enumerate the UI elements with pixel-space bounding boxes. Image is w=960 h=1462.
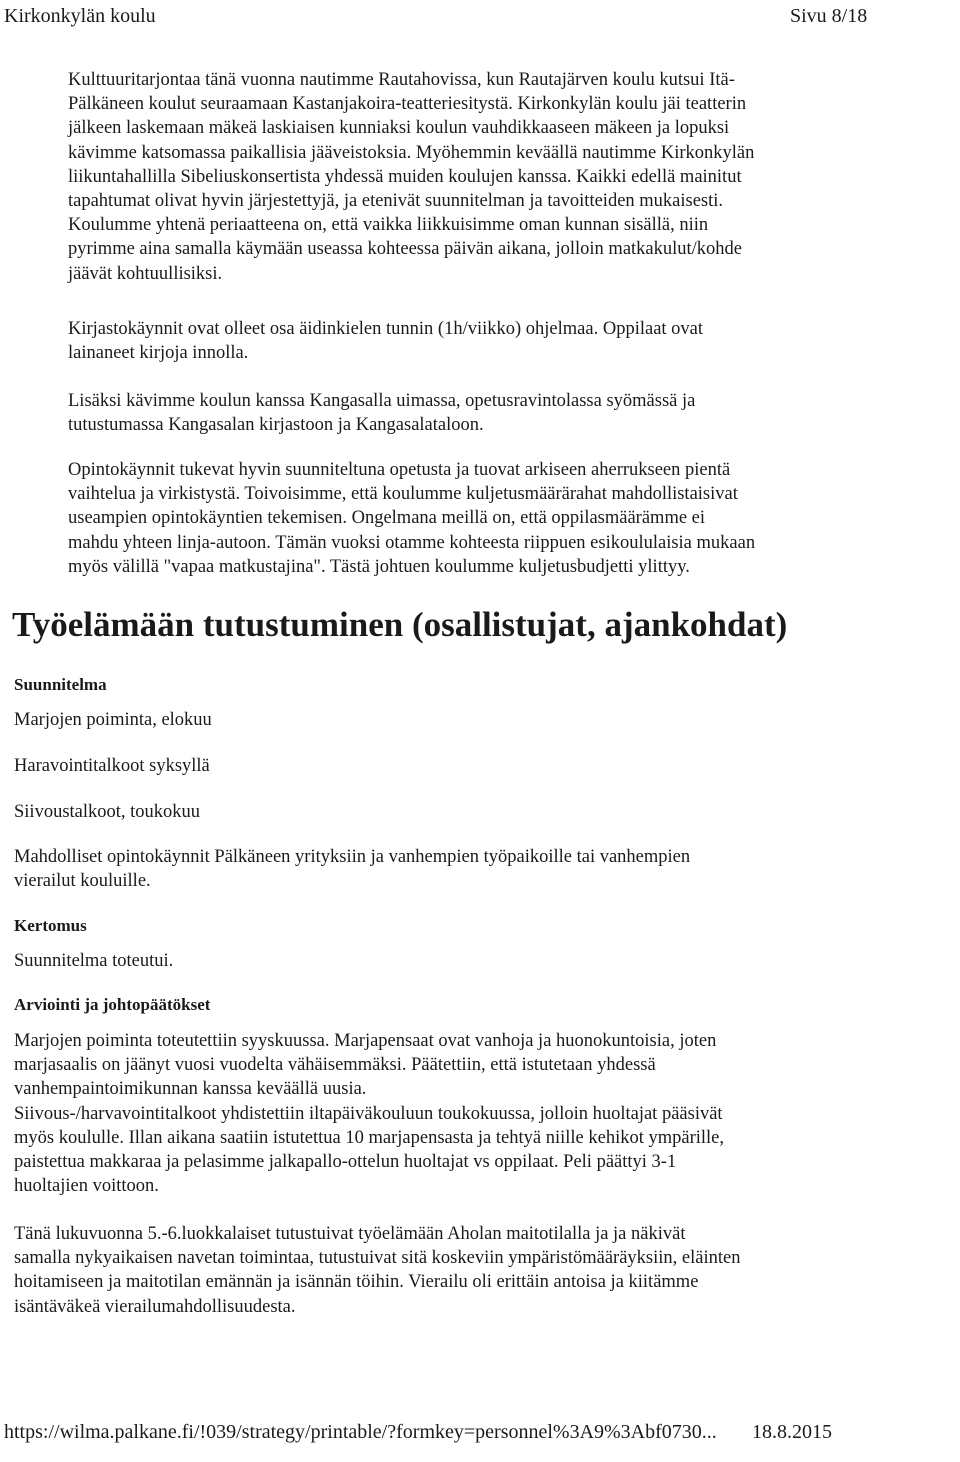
- plan-item: Haravointitalkoot syksyllä: [14, 756, 210, 776]
- plan-item: Siivoustalkoot, toukokuu: [14, 802, 201, 822]
- text-line: useampien opintokäyntien tekemisen. Ongelmana meillä on, että oppilasmäärämme ei: [68, 508, 706, 529]
- text-line: jälkeen laskemaan mäkeä laskiaisen kunniaksi koulun vauhdikkaaseen mäkeen ja lopuksi: [68, 118, 730, 139]
- text-line: vierailut kouluille.: [14, 871, 151, 892]
- text-line: tapahtumat olivat hyvin järjestettyjä, ja etenivät suunnitelman ja tavoitteiden mukaisesti.: [68, 191, 724, 212]
- school-name: Kirkonkylän koulu: [4, 5, 156, 27]
- text-line: Mahdolliset opintokäynnit Pälkäneen yrityksiin ja vanhempien työpaikoille tai vanhempien: [14, 847, 691, 867]
- text-line: Marjojen poiminta toteutettiin syyskuussa. Marjapensaat ovat vanhoja ja huonokuntoisia, joten: [14, 1031, 717, 1051]
- text-line: kävimme katsomassa paikallisia jääveistoksia. Myöhemmin keväällä nautimme Kirkonkylän: [68, 142, 755, 163]
- text-line: Lisäksi kävimme koulun kanssa Kangasalla uimassa, opetusravintolassa syömässä ja: [68, 391, 696, 411]
- evaluation-heading: Arviointi ja johtopäätökset: [14, 995, 211, 1014]
- text-line: Pälkäneen koulut seuraamaan Kastanjakoira-teatteriesitystä. Kirkonkylän koulu jäi teatterin: [68, 94, 747, 115]
- text-line: myös välillä "vapaa matkustajina". Tästä johtuen koulumme kuljetusbudjetti ylittyy.: [68, 556, 690, 577]
- text-line: hoitamiseen ja maitotilan emännän ja isännän töihin. Vierailu oli erittäin antoisa ja kiitämme: [14, 1272, 699, 1293]
- text-line: Tänä lukuvuonna 5.-6.luokkalaiset tutustuivat työelämään Aholan maitotilalla ja ja näkivät: [14, 1224, 686, 1244]
- intro-paragraph-library: [68, 317, 878, 365]
- plan-note: [14, 845, 884, 893]
- text-line: Siivous-/harvavointitalkoot yhdistettiin iltapäiväkouluun toukokuussa, jolloin huoltajat pääsivät: [14, 1103, 723, 1124]
- text-line: liikuntahallilla Sibeliuskonsertista yhdessä muiden koulujen kanssa. Kaikki edellä mainitut: [68, 166, 742, 187]
- footer-url: https://wilma.palkane.fi/!039/strategy/printable/?formkey=personnel%3A9%3Abf0730...: [4, 1421, 717, 1443]
- text-line: Kirjastokäynnit ovat olleet osa äidinkielen tunnin (1h/viikko) ohjelmaa. Oppilaat ovat: [68, 319, 704, 339]
- text-line: myös koululle. Illan aikana saatiin istutettua 10 marjapensasta ja tehtyä niille kehikot ympärille,: [14, 1127, 725, 1148]
- text-line: huoltajien voittoon.: [14, 1176, 159, 1197]
- text-line: vanhempaintoimikunnan kanssa keväällä uusia.: [14, 1079, 367, 1100]
- evaluation-paragraph-work-visit: [14, 1222, 884, 1319]
- intro-paragraph-culture: [68, 68, 878, 286]
- report-heading: Kertomus: [14, 916, 87, 935]
- text-line: Opintokäynnit tukevat hyvin suunniteltuna opetusta ja tuovat arkiseen aherrukseen pientä: [68, 460, 731, 480]
- text-line: jäävät kohtuullisiksi.: [68, 263, 223, 284]
- report-text: Suunnitelma toteutui.: [14, 951, 174, 971]
- plan-heading: Suunnitelma: [14, 675, 107, 694]
- text-line: pyrimme aina samalla käymään useassa kohteessa päivän aikana, jolloin matkakulut/kohde: [68, 239, 743, 260]
- text-line: mahdu yhteen linja-autoon. Tämän vuoksi otamme kohteesta riippuen esikoululaisia mukaan: [68, 532, 756, 553]
- intro-paragraph-swimming: [68, 389, 878, 437]
- text-line: samalla nykyaikaisen navetan toimintaa, tutustuivat sitä koskeviin ympäristömääräyksiin, eläinten: [14, 1248, 741, 1269]
- intro-paragraph-study-visits: [68, 458, 878, 579]
- section-title: Työelämään tutustuminen (osallistujat, ajankohdat): [12, 605, 788, 644]
- evaluation-paragraph: [14, 1029, 884, 1198]
- text-line: paistettua makkaraa ja pelasimme jalkapallo-ottelun huoltajat vs oppilaat. Peli päättyi 3-1: [14, 1152, 677, 1173]
- text-line: vaihtelua ja virkistystä. Toivoisimme, että koulumme kuljetusmäärärahat mahdollistaisivat: [68, 484, 738, 505]
- text-line: tutustumassa Kangasalan kirjastoon ja Kangasalataloon.: [68, 415, 484, 436]
- text-line: Koulumme yhtenä periaatteena on, että vaikka liikkuisimme oman kunnan sisällä, niin: [68, 215, 709, 236]
- text-line: lainaneet kirjoja innolla.: [68, 343, 249, 364]
- text-line: Kulttuuritarjontaa tänä vuonna nautimme Rautahovissa, kun Rautajärven koulu kutsui Itä-: [68, 70, 735, 90]
- page-header: [4, 4, 870, 28]
- footer-date: 18.8.2015: [752, 1421, 832, 1443]
- page-number: Sivu 8/18: [790, 5, 868, 27]
- text-line: isäntäväkeä vierailumahdollisuudesta.: [14, 1296, 296, 1317]
- text-line: marjasaalis on jäänyt vuosi vuodelta vähäisemmäksi. Päätettiin, että istutetaan yhdessä: [14, 1055, 656, 1076]
- plan-item: Marjojen poiminta, elokuu: [14, 710, 212, 730]
